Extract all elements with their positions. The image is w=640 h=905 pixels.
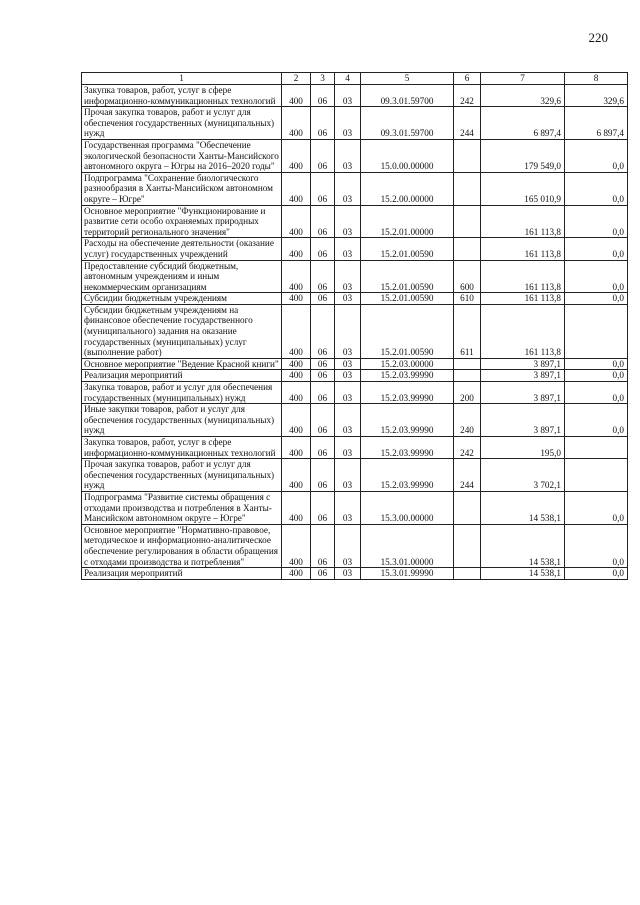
target-article-cell: 15.2.03.99990: [361, 370, 454, 382]
row-name-cell: Основное мероприятие "Функционирование и развитие сети особо охраняемых природных территорий регионального значения": [82, 205, 282, 238]
row-name-cell: Субсидии бюджетным учреждениям на финансовое обеспечение государственного (муниципального) задания на оказание государственных (муниципальных) услуг (выполнение работ): [82, 304, 282, 358]
amount-cell: 161 113,8: [481, 205, 565, 238]
table-row: [82, 459, 628, 492]
subsection-cell: 03: [335, 304, 361, 358]
amount-cell: 179 549,0: [481, 139, 565, 172]
table-row: [82, 491, 628, 524]
expense-type-cell: [454, 524, 481, 567]
code-cell: 400: [282, 205, 311, 238]
header-cell: 7: [481, 73, 565, 85]
target-article-cell: 15.2.01.00590: [361, 260, 454, 293]
amount-federal-cell: 0,0: [565, 172, 628, 205]
table-row: [82, 139, 628, 172]
table-row: [82, 568, 628, 580]
amount-cell: 165 010,9: [481, 172, 565, 205]
section-cell: 06: [311, 172, 335, 205]
amount-federal-cell: [565, 437, 628, 459]
header-cell: 6: [454, 73, 481, 85]
code-cell: 400: [282, 358, 311, 370]
table-row: [82, 370, 628, 382]
expense-type-cell: [454, 358, 481, 370]
subsection-cell: 03: [335, 370, 361, 382]
section-cell: 06: [311, 293, 335, 305]
code-cell: 400: [282, 382, 311, 404]
amount-cell: 6 897,4: [481, 107, 565, 140]
subsection-cell: 03: [335, 437, 361, 459]
section-cell: 06: [311, 437, 335, 459]
table-row: [82, 293, 628, 305]
section-cell: 06: [311, 260, 335, 293]
code-cell: 400: [282, 238, 311, 260]
table-row: [82, 437, 628, 459]
target-article-cell: 15.2.03.99990: [361, 437, 454, 459]
section-cell: 06: [311, 568, 335, 580]
code-cell: 400: [282, 172, 311, 205]
target-article-cell: 09.3.01.59700: [361, 107, 454, 140]
header-cell: 5: [361, 73, 454, 85]
section-cell: 06: [311, 358, 335, 370]
amount-cell: 14 538,1: [481, 568, 565, 580]
target-article-cell: 15.2.03.99990: [361, 382, 454, 404]
target-article-cell: 15.2.01.00590: [361, 304, 454, 358]
amount-cell: 161 113,8: [481, 260, 565, 293]
amount-federal-cell: 6 897,4: [565, 107, 628, 140]
amount-cell: 161 113,8: [481, 293, 565, 305]
table-row: [82, 260, 628, 293]
row-name-cell: Реализация мероприятий: [82, 568, 282, 580]
section-cell: 06: [311, 304, 335, 358]
section-cell: 06: [311, 459, 335, 492]
code-cell: 400: [282, 568, 311, 580]
amount-federal-cell: 0,0: [565, 260, 628, 293]
table-row: [82, 172, 628, 205]
table-row: [82, 205, 628, 238]
subsection-cell: 03: [335, 172, 361, 205]
row-name-cell: Прочая закупка товаров, работ и услуг для обеспечения государственных (муниципальных) нужд: [82, 459, 282, 492]
amount-federal-cell: 0,0: [565, 370, 628, 382]
table-row: [82, 382, 628, 404]
amount-cell: 161 113,8: [481, 304, 565, 358]
amount-cell: 3 702,1: [481, 459, 565, 492]
code-cell: 400: [282, 404, 311, 437]
row-name-cell: Подпрограмма "Развитие системы обращения с отходами производства и потребления в Ханты-Мансийском автономном округе – Югре": [82, 491, 282, 524]
row-name-cell: Основное мероприятие "Ведение Красной книги": [82, 358, 282, 370]
row-name-cell: Иные закупки товаров, работ и услуг для обеспечения государственных (муниципальных) нужд: [82, 404, 282, 437]
target-article-cell: 15.3.00.00000: [361, 491, 454, 524]
target-article-cell: 15.3.01.99990: [361, 568, 454, 580]
table-row: [82, 304, 628, 358]
amount-cell: 14 538,1: [481, 491, 565, 524]
expense-type-cell: [454, 205, 481, 238]
code-cell: 400: [282, 524, 311, 567]
amount-cell: 3 897,1: [481, 382, 565, 404]
target-article-cell: 15.2.01.00590: [361, 238, 454, 260]
row-name-cell: Реализация мероприятий: [82, 370, 282, 382]
section-cell: 06: [311, 238, 335, 260]
header-row: [82, 73, 628, 85]
code-cell: 400: [282, 304, 311, 358]
target-article-cell: 15.2.03.00000: [361, 358, 454, 370]
amount-federal-cell: 0,0: [565, 404, 628, 437]
page-number: 220: [588, 30, 608, 45]
budget-table: [81, 72, 628, 580]
target-article-cell: 15.2.01.00000: [361, 205, 454, 238]
amount-federal-cell: 0,0: [565, 205, 628, 238]
row-name-cell: Подпрограмма "Сохранение биологического разнообразия в Ханты-Мансийском автономном округе – Югре": [82, 172, 282, 205]
code-cell: 400: [282, 293, 311, 305]
row-name-cell: Закупка товаров, работ, услуг в сфере информационно-коммуникационных технологий: [82, 85, 282, 107]
code-cell: 400: [282, 370, 311, 382]
subsection-cell: 03: [335, 358, 361, 370]
expense-type-cell: [454, 491, 481, 524]
target-article-cell: 15.2.03.99990: [361, 404, 454, 437]
amount-federal-cell: 0,0: [565, 524, 628, 567]
amount-federal-cell: 0,0: [565, 238, 628, 260]
subsection-cell: 03: [335, 139, 361, 172]
header-cell: 1: [82, 73, 282, 85]
amount-federal-cell: 0,0: [565, 358, 628, 370]
header-cell: 4: [335, 73, 361, 85]
code-cell: 400: [282, 437, 311, 459]
table-row: [82, 358, 628, 370]
expense-type-cell: 244: [454, 459, 481, 492]
amount-federal-cell: 0,0: [565, 491, 628, 524]
section-cell: 06: [311, 370, 335, 382]
target-article-cell: 15.2.03.99990: [361, 459, 454, 492]
row-name-cell: Закупка товаров, работ и услуг для обеспечения государственных (муниципальных) нужд: [82, 382, 282, 404]
row-name-cell: Закупка товаров, работ, услуг в сфере информационно-коммуникационных технологий: [82, 437, 282, 459]
row-name-cell: Расходы на обеспечение деятельности (оказание услуг) государственных учреждений: [82, 238, 282, 260]
amount-cell: 3 897,1: [481, 370, 565, 382]
row-name-cell: Основное мероприятие "Нормативно-правовое, методическое и информационно-аналитическое обеспечение регулирования в области обращения с отходами производства и потребления": [82, 524, 282, 567]
subsection-cell: 03: [335, 491, 361, 524]
target-article-cell: 09.3.01.59700: [361, 85, 454, 107]
code-cell: 400: [282, 139, 311, 172]
header-cell: 2: [282, 73, 311, 85]
amount-federal-cell: 0,0: [565, 568, 628, 580]
expense-type-cell: [454, 139, 481, 172]
subsection-cell: 03: [335, 404, 361, 437]
section-cell: 06: [311, 139, 335, 172]
expense-type-cell: 240: [454, 404, 481, 437]
section-cell: 06: [311, 382, 335, 404]
section-cell: 06: [311, 205, 335, 238]
amount-cell: 195,0: [481, 437, 565, 459]
section-cell: 06: [311, 491, 335, 524]
amount-federal-cell: [565, 304, 628, 358]
expense-type-cell: 600: [454, 260, 481, 293]
expense-type-cell: [454, 172, 481, 205]
code-cell: 400: [282, 107, 311, 140]
amount-cell: 329,6: [481, 85, 565, 107]
subsection-cell: 03: [335, 260, 361, 293]
amount-cell: 3 897,1: [481, 404, 565, 437]
expense-type-cell: 611: [454, 304, 481, 358]
subsection-cell: 03: [335, 459, 361, 492]
amount-cell: 3 897,1: [481, 358, 565, 370]
subsection-cell: 03: [335, 85, 361, 107]
header-cell: 3: [311, 73, 335, 85]
row-name-cell: Государственная программа "Обеспечение экологической безопасности Ханты-Мансийского автономного округа – Югры на 2016–2020 годы": [82, 139, 282, 172]
table-row: [82, 107, 628, 140]
amount-cell: 14 538,1: [481, 524, 565, 567]
header-cell: 8: [565, 73, 628, 85]
subsection-cell: 03: [335, 238, 361, 260]
table-row: [82, 404, 628, 437]
row-name-cell: Прочая закупка товаров, работ и услуг для обеспечения государственных (муниципальных) нужд: [82, 107, 282, 140]
expense-type-cell: [454, 370, 481, 382]
expense-type-cell: 242: [454, 437, 481, 459]
code-cell: 400: [282, 459, 311, 492]
table-row: [82, 85, 628, 107]
subsection-cell: 03: [335, 205, 361, 238]
expense-type-cell: 242: [454, 85, 481, 107]
target-article-cell: 15.0.00.00000: [361, 139, 454, 172]
subsection-cell: 03: [335, 524, 361, 567]
target-article-cell: 15.2.00.00000: [361, 172, 454, 205]
subsection-cell: 03: [335, 293, 361, 305]
code-cell: 400: [282, 491, 311, 524]
amount-federal-cell: 0,0: [565, 382, 628, 404]
amount-federal-cell: [565, 459, 628, 492]
expense-type-cell: 244: [454, 107, 481, 140]
expense-type-cell: 200: [454, 382, 481, 404]
amount-federal-cell: 329,6: [565, 85, 628, 107]
row-name-cell: Субсидии бюджетным учреждениям: [82, 293, 282, 305]
subsection-cell: 03: [335, 382, 361, 404]
amount-federal-cell: 0,0: [565, 139, 628, 172]
section-cell: 06: [311, 85, 335, 107]
target-article-cell: 15.2.01.00590: [361, 293, 454, 305]
code-cell: 400: [282, 260, 311, 293]
section-cell: 06: [311, 404, 335, 437]
subsection-cell: 03: [335, 568, 361, 580]
target-article-cell: 15.3.01.00000: [361, 524, 454, 567]
expense-type-cell: [454, 568, 481, 580]
section-cell: 06: [311, 524, 335, 567]
row-name-cell: Предоставление субсидий бюджетным, автономным учреждениям и иным некоммерческим организациям: [82, 260, 282, 293]
expense-type-cell: 610: [454, 293, 481, 305]
section-cell: 06: [311, 107, 335, 140]
table-row: [82, 238, 628, 260]
amount-federal-cell: 0,0: [565, 293, 628, 305]
table-row: [82, 524, 628, 567]
code-cell: 400: [282, 85, 311, 107]
subsection-cell: 03: [335, 107, 361, 140]
expense-type-cell: [454, 238, 481, 260]
amount-cell: 161 113,8: [481, 238, 565, 260]
